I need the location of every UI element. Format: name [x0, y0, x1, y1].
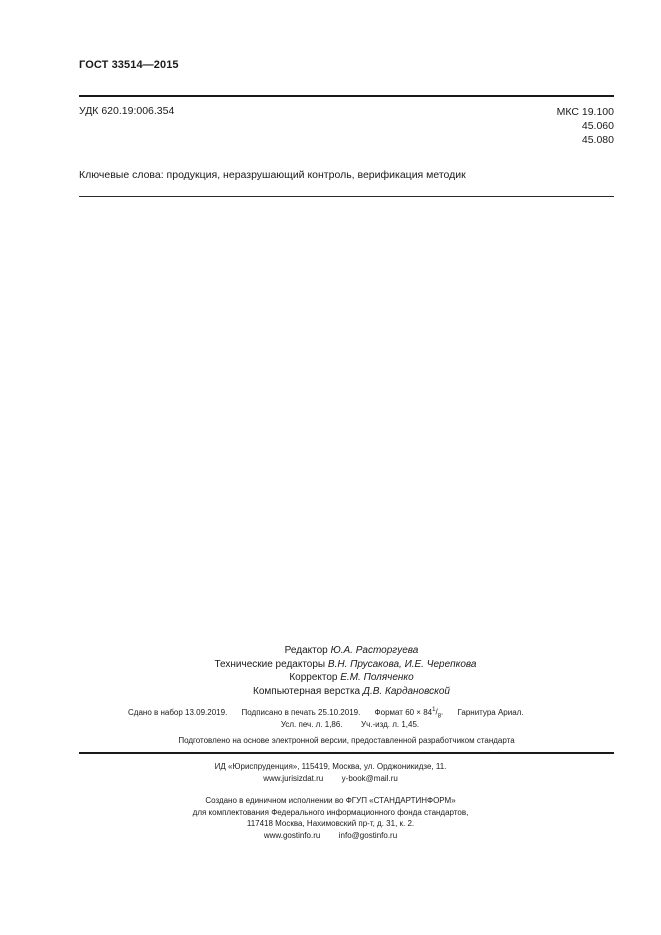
- creator-info: [0, 795, 661, 841]
- publisher-contacts: [0, 773, 661, 785]
- editorial-credits: [0, 644, 661, 698]
- layout-line: [0, 685, 661, 699]
- keywords-divider: [79, 196, 614, 197]
- layout-name: Д.В. Кардановской: [362, 685, 450, 697]
- editor-role: Редактор: [284, 645, 328, 656]
- standard-number: ГОСТ 33514—2015: [79, 59, 179, 71]
- editor-line: [0, 644, 661, 658]
- publisher-address: ИД «Юриспруденция», 115419, Москва, ул. Орджоникидзе, 11.: [214, 762, 447, 771]
- signed-date: Подписано в печать 25.10.2019.: [241, 707, 361, 717]
- tech-editors-names: В.Н. Прусакова, И.Е. Черепкова: [327, 658, 477, 670]
- paper-format: Формат $60 \times 84^1/_8$.: [374, 707, 444, 720]
- publisher-site: www.jurisizdat.ru: [263, 774, 324, 783]
- corrector-role: Корректор: [289, 672, 338, 683]
- font-note: Гарнитура Ариал.: [457, 707, 524, 717]
- imprint-divider: [79, 752, 614, 754]
- publisher-info: [0, 761, 661, 785]
- tech-editors-line: [0, 658, 661, 672]
- editor-name: Ю.А. Расторгуева: [330, 645, 419, 656]
- mks-code: 45.060: [581, 120, 614, 132]
- submitted-date: Сдано в набор 13.09.2019.: [128, 707, 228, 717]
- prepared-note: Подготовлено на основе электронной версии, предоставленной разработчиком стандарта: [178, 736, 515, 745]
- keywords-line: Ключевые слова: продукция, неразрушающий контроль, верификация методик: [79, 169, 466, 181]
- mks-code: МКС 19.100: [556, 106, 614, 118]
- mks-codes: [557, 105, 614, 147]
- edition-sheets: Уч.-изд. л. 1,45.: [361, 720, 420, 729]
- creator-contacts: [0, 830, 661, 842]
- print-sheets: Усл. печ. л. 1,86.: [280, 720, 343, 729]
- top-divider: [79, 95, 614, 97]
- creator-address: 117418 Москва, Нахимовский пр-т, д. 31, к. 2.: [246, 819, 415, 828]
- publisher-email: y-book@mail.ru: [341, 774, 398, 783]
- tech-editors-role: Технические редакторы: [214, 658, 326, 670]
- creator-line: Создано в единичном исполнении во ФГУП «СТАНДАРТИНФОРМ»: [205, 796, 456, 805]
- mks-code: 45.080: [581, 134, 614, 146]
- imprint-sheets-row: [80, 720, 620, 729]
- creator-email: info@gostinfo.ru: [338, 830, 398, 840]
- corrector-line: [0, 671, 661, 685]
- corrector-name: Е.М. Поляченко: [340, 672, 414, 683]
- creator-site: www.gostinfo.ru: [263, 830, 321, 840]
- creator-line: для комплектования Федерального информационного фонда стандартов,: [192, 807, 469, 817]
- imprint-row: [80, 707, 620, 719]
- udk-code: УДК 620.19:006.354: [79, 105, 175, 117]
- layout-role: Компьютерная верстка: [253, 685, 361, 697]
